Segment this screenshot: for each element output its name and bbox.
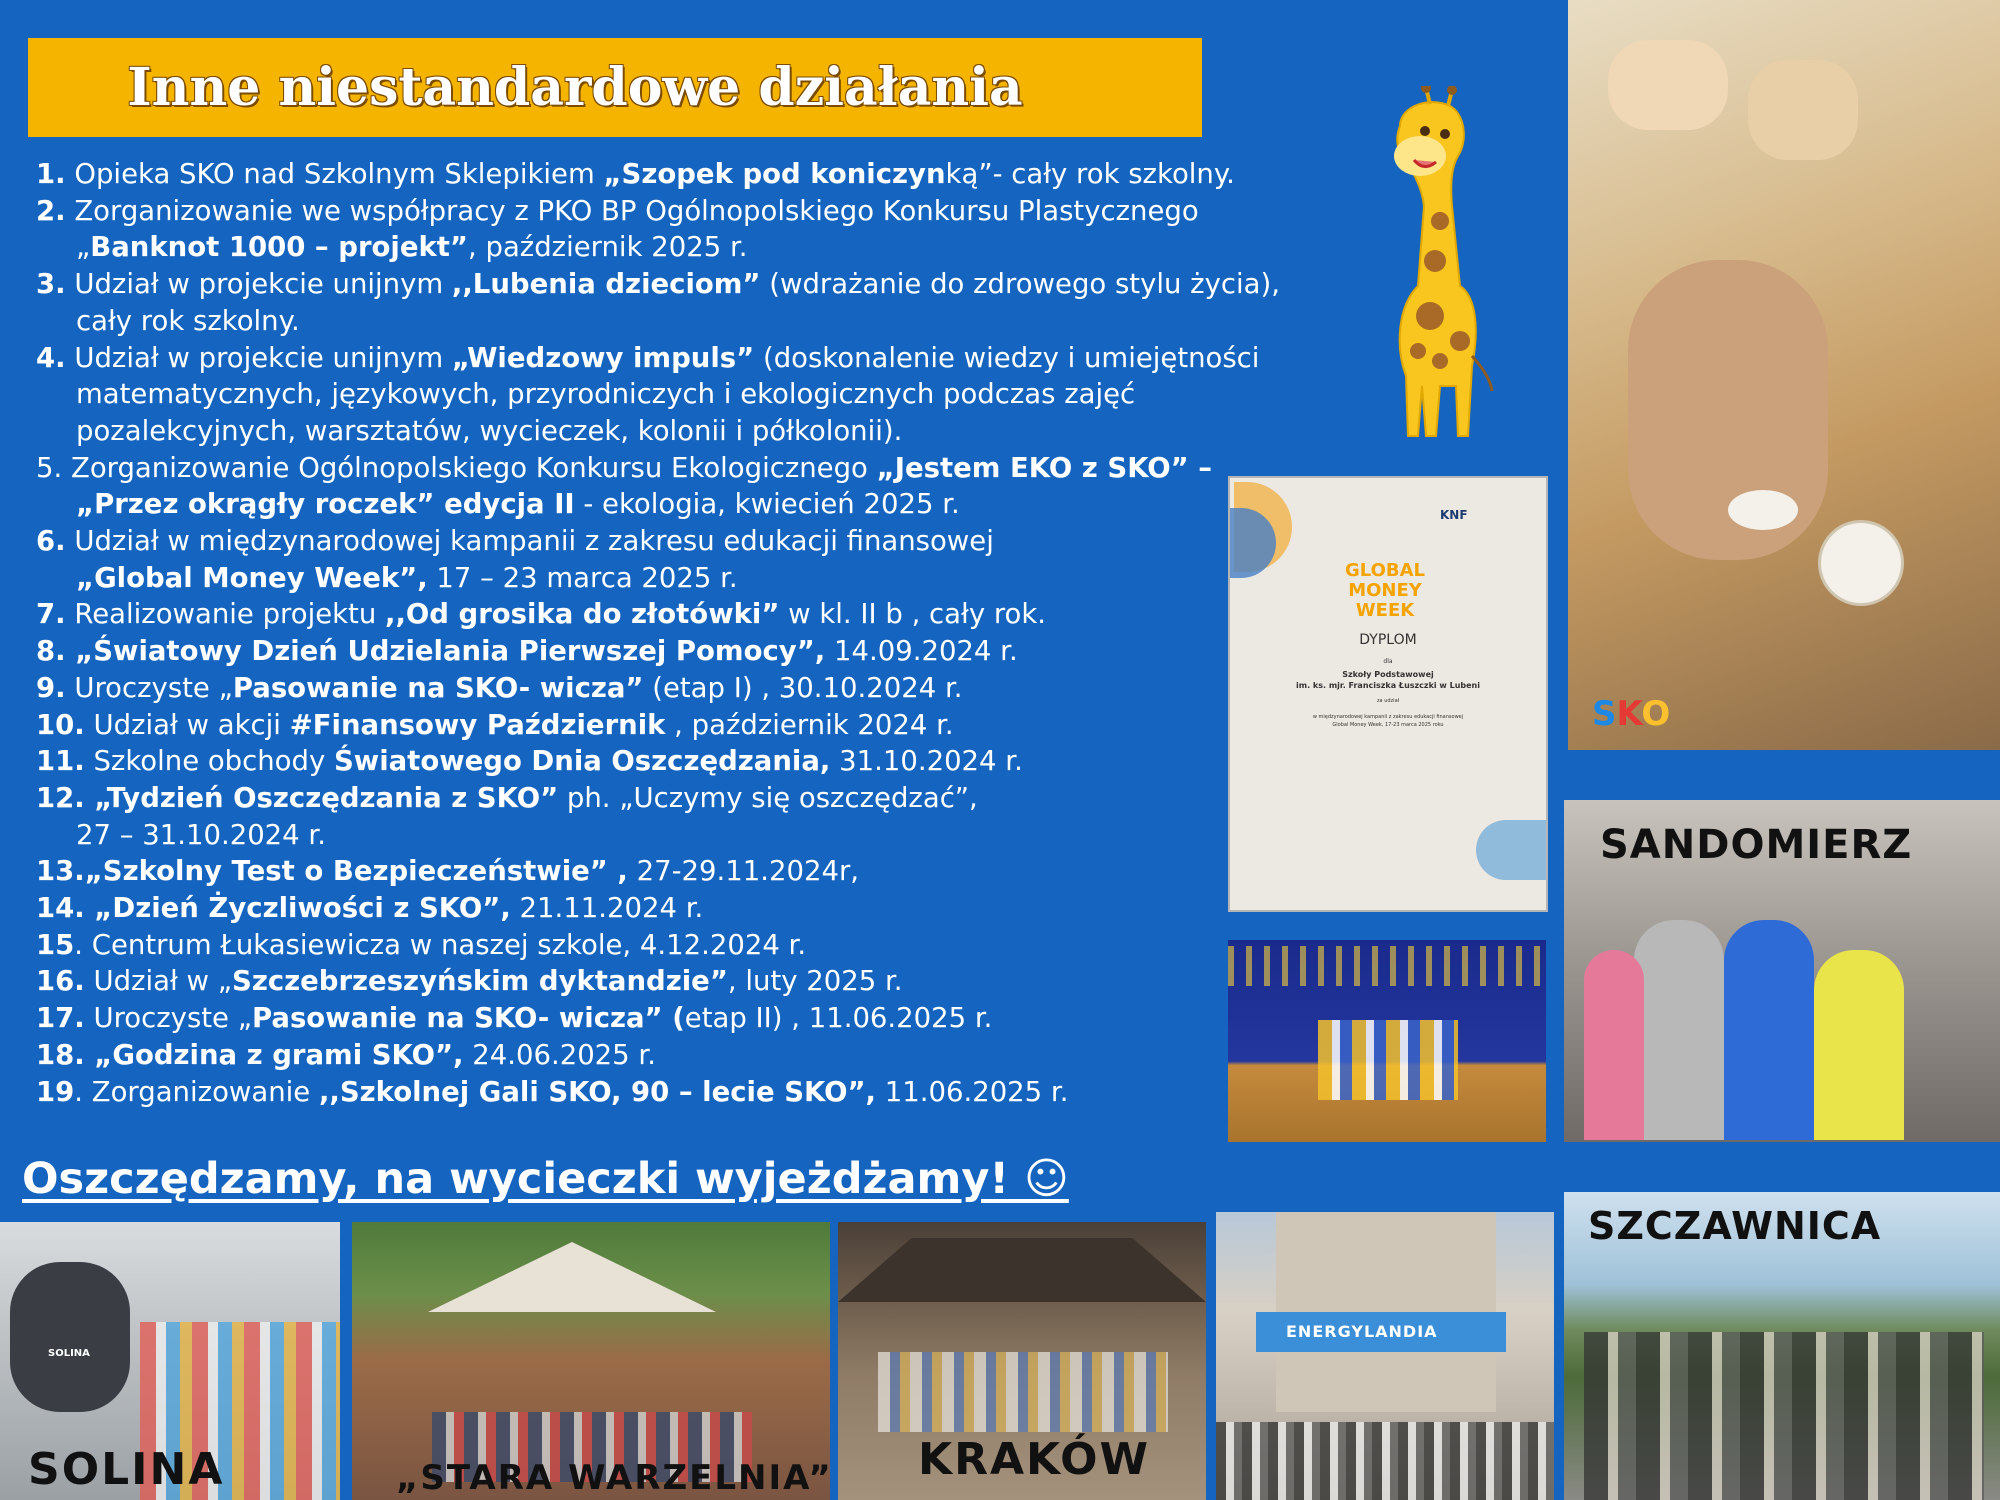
cable-car-logo: SOLINA	[48, 1348, 90, 1359]
giraffe-illustration	[1340, 86, 1510, 448]
activity-text-part: (doskonalenie wiedzy i umiejętności	[754, 341, 1260, 374]
diploma-logo-line3: WEEK	[1355, 600, 1415, 621]
stara-warzelnia-caption: „STARA WARZELNIA”	[396, 1458, 833, 1498]
energylandia-photo	[1216, 1212, 1554, 1500]
giraffe-spot	[1416, 302, 1444, 330]
activity-text-part: Światowego Dnia Oszczędzania,	[333, 745, 831, 778]
activity-text-part: ,,Szkolnej Gali SKO, 90 – lecie SKO”,	[318, 1075, 876, 1108]
giraffe-tail	[1472, 356, 1492, 391]
activity-item	[36, 743, 1296, 780]
diploma-logo-line2: MONEY	[1348, 580, 1422, 601]
activity-number: 1.	[36, 158, 66, 190]
activity-item	[36, 963, 1296, 1000]
activity-number: 15	[36, 928, 75, 961]
activity-item	[36, 780, 1296, 853]
diploma-photo	[1228, 476, 1548, 912]
gala-stage-photo	[1228, 940, 1546, 1142]
activity-text-part: „Światowy Dzień Udzielania Pierwszej Pomocy”,	[65, 635, 826, 668]
krakow-caption: KRAKÓW	[918, 1434, 1151, 1485]
diploma-school-line1: Szkoły Podstawowej	[1342, 670, 1434, 679]
activity-continuation	[36, 817, 1296, 854]
activity-text-part: „Tydzień Oszczędzania z SKO”	[84, 781, 559, 814]
activities-list	[36, 156, 1296, 1110]
activity-number: 13.	[36, 855, 85, 888]
activity-item	[36, 633, 1296, 670]
activity-text-part: . Centrum Łukasiewicza w naszej szkole, 4.12.2024 r.	[74, 928, 807, 961]
activity-continuation	[36, 229, 1296, 266]
activity-text-part: Opieka SKO nad Szkolnym Sklepikiem	[65, 158, 604, 190]
giraffe-snout	[1394, 136, 1446, 176]
activity-number: 11.	[36, 745, 85, 778]
diploma-logo-line1: GLOBAL	[1344, 560, 1426, 581]
activity-item	[36, 1000, 1296, 1037]
activity-text-part: ,,Od grosika do złotówki”	[385, 598, 780, 631]
diploma-knf: KNF	[1440, 508, 1468, 522]
activity-text-part: - ekologia, kwiecień 2025 r.	[574, 488, 960, 521]
activity-item	[36, 890, 1296, 927]
activity-number: 19	[36, 1075, 75, 1108]
activity-text-part: „Przez okrągły roczek” edycja II	[76, 488, 575, 521]
activity-text-part: Zorganizowanie Ogólnopolskiego Konkursu Ekologicznego	[62, 451, 877, 484]
activity-continuation	[36, 486, 1296, 523]
activity-text-part: Udział w projekcie unijnym	[65, 341, 452, 374]
activity-item	[36, 927, 1296, 964]
diploma-campaign-line2: Global Money Week, 17-23 marca 2025 roku	[1332, 722, 1444, 728]
sko-classroom-photo	[1568, 0, 2000, 750]
activity-text-part: Udział w „	[84, 965, 233, 998]
giraffe-spot	[1410, 343, 1426, 359]
activity-item	[36, 156, 1296, 193]
activity-text-part: ph. „Uczymy się oszczędzać”,	[558, 781, 978, 814]
activity-text-part: pozalekcyjnych, warsztatów, wycieczek, kolonii i półkolonii).	[76, 414, 903, 447]
activity-text-part: matematycznych, językowych, przyrodniczych i ekologicznych podczas zajęć	[76, 378, 1136, 411]
diploma-za-udzial: za udział	[1376, 698, 1400, 704]
activity-continuation	[36, 560, 1296, 597]
page-title: Inne niestandardowe działania	[127, 57, 1023, 118]
activity-number: 6.	[36, 525, 66, 558]
activity-text-part: , październik 2024 r.	[665, 708, 954, 741]
diploma-campaign-line1: w międzynarodowej kampanii z zakresu edukacji finansowej	[1312, 714, 1464, 720]
giraffe-eye-right	[1440, 129, 1450, 139]
activity-item	[36, 853, 1296, 890]
sko-letter-k: K	[1616, 694, 1642, 734]
activity-number: 17.	[36, 1002, 85, 1035]
szczawnica-caption: SZCZAWNICA	[1588, 1204, 1882, 1248]
activity-text-part: „Godzina z grami SKO”,	[84, 1038, 464, 1071]
activity-text-part: 14.09.2024 r.	[825, 635, 1018, 668]
sko-caption	[1592, 694, 1670, 734]
activity-text-part: Szczebrzeszyńskim dyktandzie”	[232, 965, 728, 998]
giraffe-spot	[1432, 353, 1448, 369]
activity-text-part: „Global Money Week”,	[76, 561, 428, 594]
activity-text-part: „Wiedzowy impuls”	[451, 341, 755, 374]
diploma-dla: dla	[1383, 658, 1393, 665]
activity-text-part: ,,Lubenia dzieciom”	[451, 268, 761, 301]
activity-text-part: 17 – 23 marca 2025 r.	[427, 561, 738, 594]
activity-number: 7.	[36, 598, 66, 631]
activity-text-part: Zorganizowanie we współpracy z PKO BP Ogólnopolskiego Konkursu Plastycznego	[65, 194, 1199, 227]
giraffe-spot	[1450, 331, 1470, 351]
energylandia-sign: ENERGYLANDIA	[1286, 1322, 1438, 1341]
activity-text-part: , październik 2025 r.	[468, 231, 748, 264]
sko-letter-s: S	[1592, 694, 1617, 734]
trips-heading: Oszczędzamy, na wycieczki wyjeżdżamy! ☺	[22, 1154, 1069, 1204]
activity-text-part: 24.06.2025 r.	[463, 1038, 656, 1071]
sko-letter-o: O	[1641, 694, 1671, 734]
activity-number: 16.	[36, 965, 85, 998]
activity-text-part: Udział w projekcie unijnym	[65, 268, 452, 301]
activity-text-part: , luty 2025 r.	[727, 965, 903, 998]
activity-text-part: etap II) , 11.06.2025 r.	[684, 1002, 993, 1035]
activity-item	[36, 707, 1296, 744]
activity-text-part: „Szkolny Test o Bezpieczeństwie” ,	[84, 855, 628, 888]
activity-item	[36, 670, 1296, 707]
giraffe-eye-left	[1420, 126, 1430, 136]
activity-continuation	[36, 303, 1296, 340]
activity-text-part: Szkolne obchody	[84, 745, 334, 778]
sandomierz-caption: SANDOMIERZ	[1600, 822, 1913, 868]
activity-number: 8.	[36, 635, 66, 668]
activity-item	[36, 1074, 1296, 1111]
activity-text-part: w kl. II b , cały rok.	[779, 598, 1047, 631]
activity-text-part: 21.11.2024 r.	[510, 892, 704, 925]
activity-text-part: Uroczyste „	[84, 1002, 252, 1035]
activity-text-part: Uroczyste „	[65, 671, 233, 704]
activity-text-part: „	[76, 231, 91, 264]
activity-number: 3.	[36, 268, 66, 301]
activity-text-part: (etap I) , 30.10.2024 r.	[643, 671, 963, 704]
activity-text-part: (wdrażanie do zdrowego stylu życia),	[760, 268, 1280, 301]
activity-number: 10.	[36, 708, 85, 741]
activity-text-part: ką”- cały rok szkolny.	[945, 158, 1235, 190]
activity-text-part: 27 – 31.10.2024 r.	[76, 818, 326, 851]
activity-text-part: Udział w międzynarodowej kampanii z zakresu edukacji finansowej	[65, 525, 994, 558]
activity-number: 12.	[36, 781, 85, 814]
activity-item	[36, 596, 1296, 633]
activity-text-part: „Jestem EKO z SKO” –	[876, 451, 1213, 484]
activity-text-part: . Zorganizowanie	[74, 1075, 319, 1108]
activity-number: 4.	[36, 341, 66, 374]
activity-item	[36, 193, 1296, 266]
activity-text-part: Realizowanie projektu	[65, 598, 386, 631]
activity-item	[36, 450, 1296, 523]
activity-text-part: Udział w akcji	[84, 708, 290, 741]
activity-number: 14.	[36, 892, 85, 925]
activity-text-part: cały rok szkolny.	[76, 304, 300, 337]
activity-text-part: 27-29.11.2024r,	[627, 855, 860, 888]
activity-item	[36, 523, 1296, 596]
activity-item	[36, 266, 1296, 339]
solina-caption: SOLINA	[28, 1444, 225, 1495]
activity-item	[36, 1037, 1296, 1074]
activity-text-part: #Finansowy Październik	[289, 708, 666, 741]
activity-item	[36, 340, 1296, 450]
activity-continuation	[36, 376, 1296, 413]
activity-text-part: 11.06.2025 r.	[875, 1075, 1069, 1108]
activity-text-part: „Dzień Życzliwości z SKO”,	[84, 892, 511, 925]
activity-text-part: Pasowanie na SKO- wicza” (	[251, 1002, 685, 1035]
activity-text-part: Pasowanie na SKO- wicza”	[232, 671, 644, 704]
activity-continuation	[36, 413, 1296, 450]
giraffe-spot	[1431, 212, 1449, 230]
activity-text-part: „Szopek pod koniczyn	[603, 158, 946, 190]
title-bar	[28, 38, 1202, 137]
activity-number: 2.	[36, 194, 66, 227]
diploma-heading: DYPLOM	[1359, 632, 1417, 648]
diploma-school-line2: im. ks. mjr. Franciszka Łuszczki w Lubeni	[1296, 681, 1480, 690]
activity-number: 5.	[36, 451, 63, 484]
activity-text-part: Banknot 1000 – projekt”	[90, 231, 468, 264]
giraffe-spot	[1424, 250, 1446, 272]
activity-number: 18.	[36, 1038, 85, 1071]
activity-number: 9.	[36, 671, 66, 704]
activity-text-part: 31.10.2024 r.	[830, 745, 1023, 778]
